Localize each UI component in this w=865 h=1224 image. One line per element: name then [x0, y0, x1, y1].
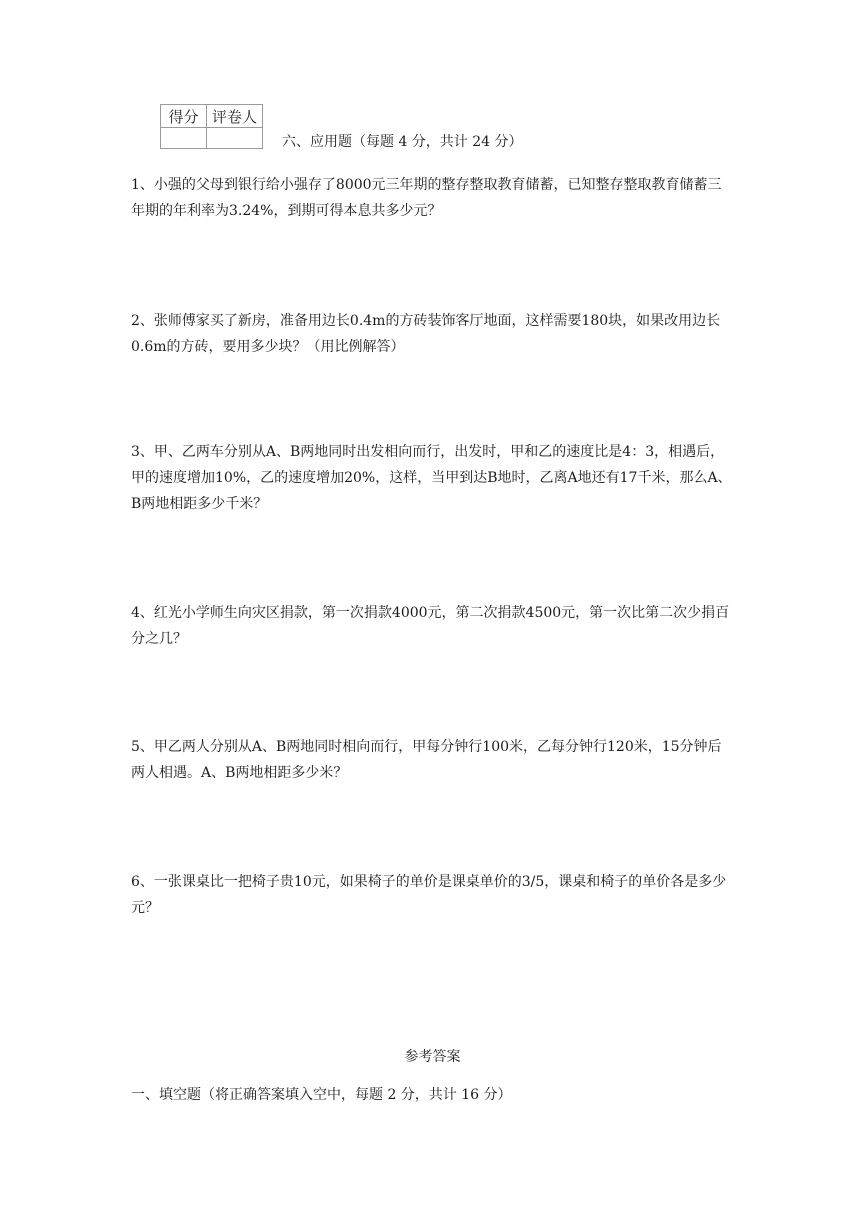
question-5: 5、甲乙两人分别从A、B两地同时相向而行，甲每分钟行100米，乙每分钟行120米，15分钟后两人相遇。A、B两地相距多少米？: [131, 739, 722, 781]
grader-cell: [207, 128, 263, 149]
question-4: 4、红光小学师生向灾区捐款，第一次捐款4000元，第二次捐款4500元，第一次比第二次少捐百分之几？: [131, 605, 730, 647]
question-3: 3、甲、乙两车分别从A、B两地同时出发相向而行，出发时，甲和乙的速度比是4：3，相遇后，甲的速度增加10%，乙的速度增加20%，这样，当甲到达B地时，乙离A地还有17千米，那么A、B两地相距多少千米？: [131, 444, 732, 512]
question-2: 2、张师傅家买了新房，准备用边长0.4m的方砖装饰客厅地面，这样需要180块，如果改用边长0.6m的方砖，要用多少块？（用比例解答）: [131, 313, 721, 355]
answer-subtitle: 一、填空题（将正确答案填入空中，每题 2 分，共计 16 分）: [131, 1087, 512, 1103]
score-cell: [161, 128, 207, 149]
answer-title: 参考答案: [404, 1049, 461, 1065]
score-table: [160, 104, 263, 149]
grader-label: 评卷人: [207, 105, 263, 128]
section-title: 六、应用题（每题 4 分，共计 24 分）: [282, 134, 523, 150]
score-label: 得分: [161, 105, 207, 128]
question-1: 1、小强的父母到银行给小强存了8000元三年期的整存整取教育储蓄，已知整存整取教育储蓄三年期的年利率为3.24%，到期可得本息共多少元？: [131, 177, 722, 219]
question-6: 6、一张课桌比一把椅子贵10元，如果椅子的单价是课桌单价的3/5，课桌和椅子的单价各是多少元？: [131, 874, 727, 916]
